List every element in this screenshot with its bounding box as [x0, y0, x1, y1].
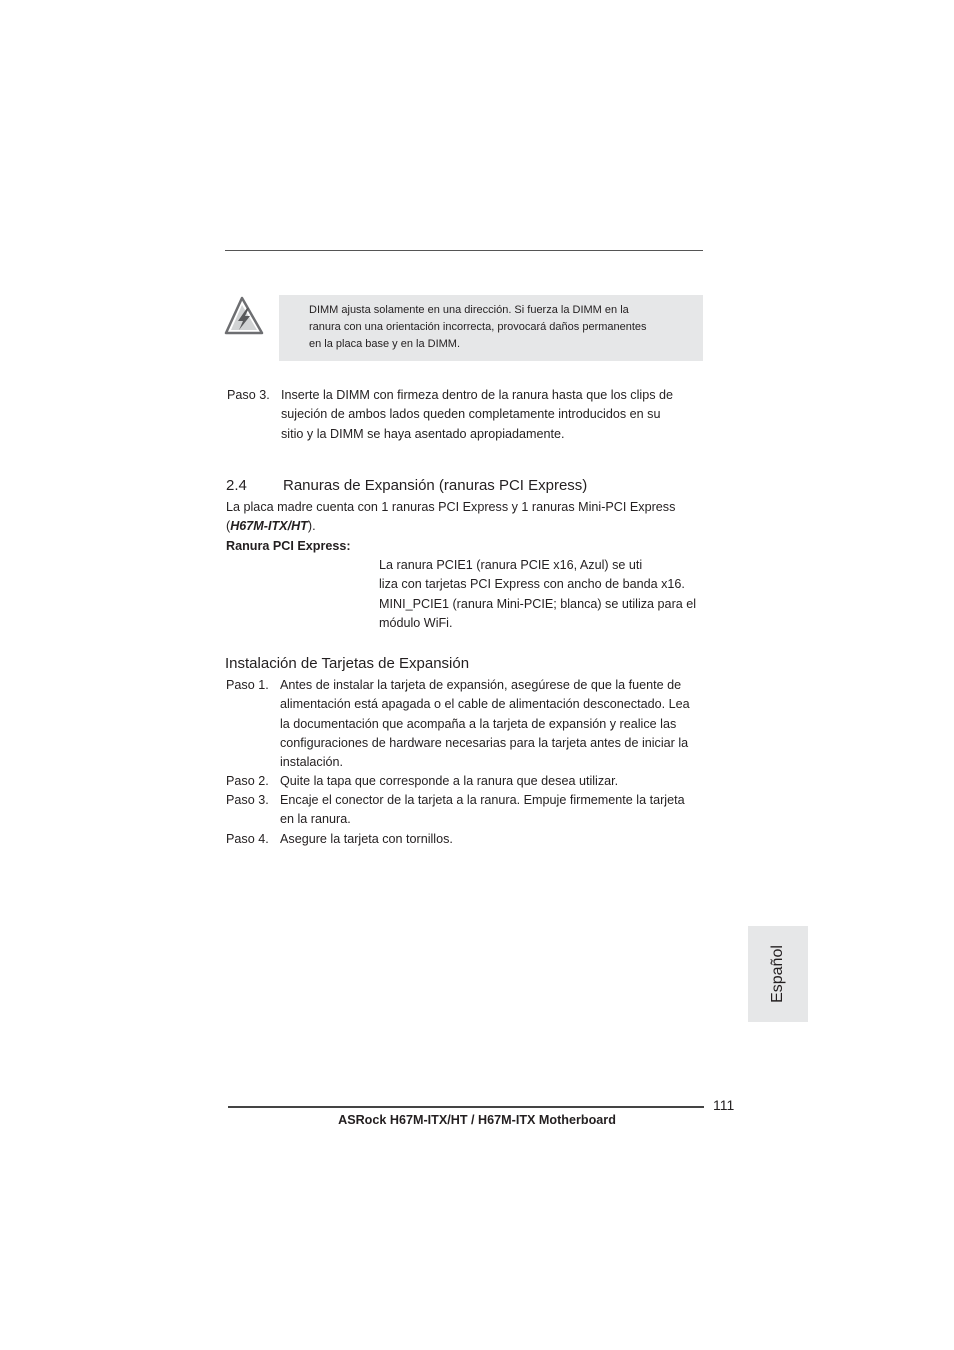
step-line: configuraciones de hardware necesarias para la tarjeta antes de iniciar la: [280, 735, 689, 750]
step-line: Antes de instalar la tarjeta de expansión, asegúrese de que la fuente de: [280, 678, 682, 692]
paren-open: (: [226, 519, 231, 533]
top-divider: [225, 250, 703, 251]
step-line: Asegure la tarjeta con tornillos.: [280, 832, 453, 846]
dimm-step3-label: Paso 3.: [227, 388, 270, 402]
section-number: 2.4: [226, 477, 247, 494]
install-title: Instalación de Tarjetas de Expansión: [225, 655, 470, 672]
step-line: Encaje el conector de la tarjeta a la ranura. Empuje firmemente la tarjeta: [280, 793, 685, 807]
install-step3-text: [280, 791, 685, 830]
step-line: sitio y la DIMM se haya asentado apropiadamente.: [281, 426, 565, 441]
note-line: DIMM ajusta solamente en una dirección. Si fuerza la DIMM en la: [309, 304, 629, 316]
language-tab-label: Español: [769, 945, 786, 1003]
pci-slot-description: [379, 556, 696, 633]
section-title: Ranuras de Expansión (ranuras PCI Express): [283, 477, 588, 494]
install-step4-label: Paso 4.: [226, 832, 269, 846]
warning-note-box: [279, 295, 703, 361]
section-intro-line: La placa madre cuenta con 1 ranuras PCI Express y 1 ranuras Mini-PCI Express: [226, 500, 676, 514]
warning-note-text: [309, 302, 689, 353]
pci-line: liza con tarjetas PCI Express con ancho de banda x16.: [379, 577, 685, 592]
install-step2-label: Paso 2.: [226, 774, 269, 788]
note-line: ranura con una orientación incorrecta, provocará daños permanentes: [309, 321, 647, 333]
pci-line: MINI_PCIE1 (ranura Mini-PCIE; blanca) se utiliza para el: [379, 596, 697, 611]
install-step2-text: [280, 772, 618, 791]
pci-line: La ranura PCIE1 (ranura PCIE x16, Azul) se uti: [379, 558, 643, 572]
footer-divider: [228, 1106, 704, 1108]
pci-slot-label: Ranura PCI Express:: [226, 539, 351, 553]
install-step1-label: Paso 1.: [226, 678, 269, 692]
step-line: instalación.: [280, 755, 344, 770]
note-line: en la placa base y en la DIMM.: [309, 338, 461, 350]
footer-product-name: ASRock H67M-ITX/HT / H67M-ITX Motherboard: [338, 1113, 616, 1127]
dimm-step3-text: [281, 386, 673, 444]
step-line: en la ranura.: [280, 812, 351, 827]
step-line: sujeción de ambos lados queden completamente introducidos en su: [281, 407, 661, 422]
paren-close: ).: [307, 519, 316, 533]
step-line: alimentación está apagada o el cable de alimentación desconectado. Lea: [280, 697, 690, 712]
model-name: H67M-ITX/HT: [230, 519, 308, 533]
warning-icon: [224, 296, 266, 336]
section-intro-model-line: [226, 517, 316, 536]
page-number: 111: [713, 1097, 735, 1113]
install-step1-text: [280, 676, 690, 772]
install-step4-text: [280, 830, 453, 849]
install-step3-label: Paso 3.: [226, 793, 269, 807]
step-line: la documentación que acompaña a la tarjeta de expansión y realice las: [280, 716, 677, 731]
language-tab: [748, 926, 808, 1022]
pci-line: módulo WiFi.: [379, 615, 453, 630]
step-line: Inserte la DIMM con firmeza dentro de la ranura hasta que los clips de: [281, 388, 673, 402]
step-line: Quite la tapa que corresponde a la ranura que desea utilizar.: [280, 774, 619, 788]
